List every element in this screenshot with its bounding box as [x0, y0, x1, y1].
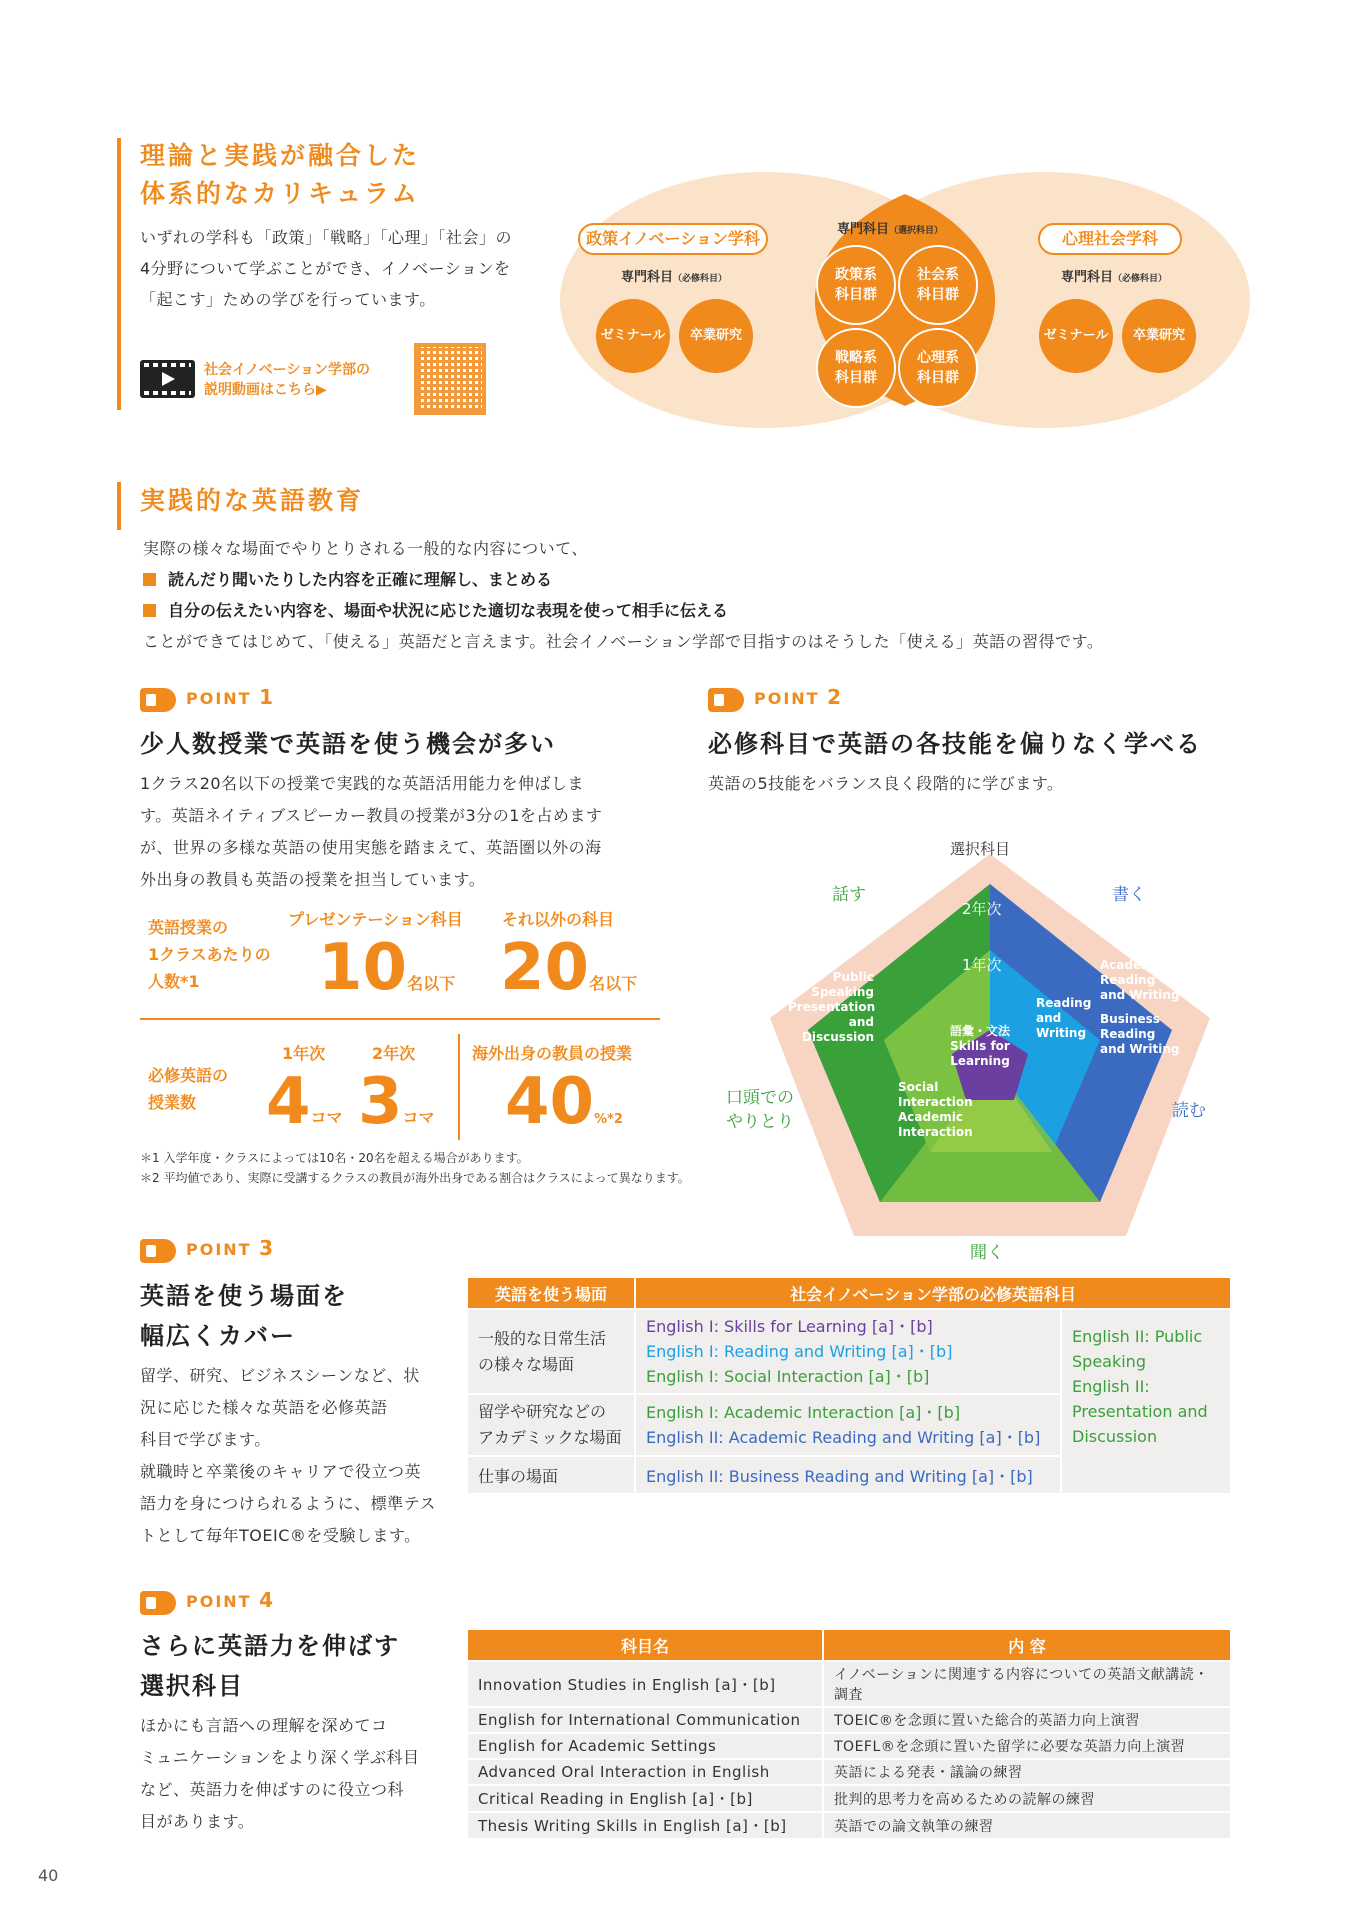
course-cell — [1062, 1310, 1230, 1493]
label-line: Discussion — [801, 1030, 874, 1044]
pent-listen-label: 聞く — [970, 1243, 1004, 1263]
year2-label: 2年次 — [372, 1044, 416, 1063]
big-number: 3 — [358, 1065, 403, 1139]
year1-stat — [266, 1065, 343, 1139]
body-line: 1クラス20名以下の授業で実践的な英語活用能力を伸ばしま — [140, 774, 585, 793]
course-desc-cell: 英語での論文執筆の練習 — [824, 1813, 1230, 1838]
course-name: English II: Business Reading and Writing [a]・[b] — [646, 1466, 1033, 1486]
section-bar — [117, 138, 121, 410]
label-line: 語彙・文法 — [949, 1024, 1010, 1038]
course-name-cell: Thesis Writing Skills in English [a]・[b] — [468, 1813, 822, 1838]
big-number: 40 — [505, 1065, 595, 1139]
point-word: POINT — [754, 689, 820, 708]
point2-label — [708, 685, 843, 712]
social-circle: 社会系 科目群 — [898, 245, 978, 325]
label-line: Reading — [1100, 973, 1156, 987]
body-line: す。英語ネイティブスピーカー教員の授業が3分の1を占めます — [140, 806, 603, 825]
body-line: 「起こす」ための学びを行っています。 — [140, 290, 436, 309]
bullet-square — [143, 573, 156, 586]
body-line: 況に応じた様々な英語を必修英語 — [140, 1398, 388, 1417]
required-title-sub: （必修科目） — [673, 274, 728, 284]
course-name-cell: English for International Communication — [468, 1708, 822, 1732]
label-line: 口頭での — [726, 1088, 794, 1108]
point4-label — [140, 1588, 275, 1615]
body-line: 外出身の教員も英語の授業を担当しています。 — [140, 870, 486, 889]
label-line: and — [1036, 1011, 1062, 1025]
video-icon[interactable] — [140, 360, 195, 398]
footnote: ＊2 平均値であり、実際に受講するクラスの教員が海外出身である割合はクラスによって異なります。 — [140, 1171, 690, 1185]
label-line: Skills for — [950, 1039, 1010, 1053]
label-line: and Writing — [1100, 1042, 1180, 1056]
course-name-cell: Critical Reading in English [a]・[b] — [468, 1786, 822, 1811]
right-thesis-circle: 卒業研究 — [1122, 299, 1196, 373]
pointing-hand-icon — [140, 1591, 176, 1615]
unit: 名以下 — [589, 974, 638, 993]
page-number: 40 — [38, 1866, 59, 1885]
required-count-label — [148, 1062, 228, 1116]
bullet-square — [143, 604, 156, 617]
point-number: 2 — [827, 685, 844, 709]
cell-line: 仕事の場面 — [478, 1466, 559, 1486]
table-row — [468, 1310, 1230, 1393]
pent-read-label: 読む — [1172, 1101, 1206, 1121]
label-line: and — [848, 1015, 874, 1029]
title-line: 理論と実践が融合した — [140, 141, 421, 170]
label-line: Academic — [898, 1110, 963, 1124]
body-line: ミュニケーションをより深く学ぶ科目 — [140, 1748, 420, 1767]
center-title — [820, 218, 960, 237]
cell-line: アカデミックな場面 — [478, 1428, 622, 1447]
label-line: Speaking — [811, 985, 874, 999]
cell-line: 一般的な日常生活 — [478, 1328, 607, 1348]
footnotes — [140, 1148, 690, 1188]
label-line: 人数*1 — [148, 972, 200, 991]
bullet-text: 自分の伝えたい内容を、場面や状況に応じた適切な表現を使って相手に伝える — [168, 601, 729, 620]
course-name-cell: Advanced Oral Interaction in English — [468, 1760, 822, 1784]
point4-title — [140, 1626, 400, 1706]
pointing-hand-icon — [140, 1239, 176, 1263]
required-title-text: 専門科目 — [620, 270, 673, 285]
elective-courses-table — [466, 1628, 1232, 1840]
unit: %*2 — [594, 1112, 623, 1127]
label-line: 必修英語の — [148, 1066, 229, 1085]
section1-body — [140, 222, 520, 315]
course-line: Discussion — [1072, 1427, 1158, 1446]
big-number: 20 — [500, 931, 590, 1005]
course-desc-cell: 英語による発表・議論の練習 — [824, 1760, 1230, 1784]
table-row — [468, 1813, 1230, 1838]
course-line: Presentation and — [1072, 1402, 1208, 1421]
scene-cell — [468, 1310, 634, 1393]
table-row — [468, 1708, 1230, 1732]
point-word: POINT — [186, 1240, 252, 1259]
pent-public-label — [788, 970, 874, 1045]
big-number: 4 — [266, 1065, 311, 1139]
table-header: 社会イノベーション学部の必修英語科目 — [636, 1278, 1230, 1308]
course-name: English I: Skills for Learning [a]・[b] — [646, 1317, 933, 1336]
course-cell — [636, 1457, 1060, 1493]
pres-label: プレゼンテーション科目 — [288, 910, 463, 929]
course-desc-cell: TOEFL®を念頭に置いた留学に必要な英語力向上演習 — [824, 1734, 1230, 1758]
course-name-cell: English for Academic Settings — [468, 1734, 822, 1758]
label-line: Reading — [1100, 1027, 1156, 1041]
pent-top-label: 選択科目 — [950, 840, 1011, 858]
body-line: ほかにも言語への理解を深めてコ — [140, 1716, 388, 1735]
pent-y2-label: 2年次 — [962, 900, 1002, 918]
title-line: さらに英語力を伸ばす — [140, 1632, 400, 1660]
left-dept-label: 政策イノベーション学科 — [578, 223, 768, 255]
pointing-hand-icon — [140, 688, 176, 712]
body-line: 語力を身につけられるように、標準テス — [140, 1494, 437, 1513]
other-stat — [500, 931, 638, 1005]
pent-social-label — [898, 1080, 973, 1140]
pent-business-label — [1100, 1012, 1179, 1057]
pent-y1-label: 1年次 — [962, 956, 1002, 974]
table-row — [468, 1662, 1230, 1706]
pent-write-label: 書く — [1112, 885, 1146, 905]
section2-title: 実践的な英語教育 — [140, 486, 365, 515]
label-line: 1クラスあたりの — [148, 945, 271, 964]
label-line: 授業数 — [148, 1093, 197, 1112]
left-required-title — [604, 266, 744, 285]
course-cell — [636, 1395, 1060, 1455]
table-header: 科目名 — [468, 1630, 822, 1660]
course-line: English II: Public — [1072, 1327, 1203, 1346]
table-row — [468, 1734, 1230, 1758]
title-line: 体系的なカリキュラム — [140, 179, 420, 208]
point2-body: 英語の5技能をバランス良く段階的に学びます。 — [708, 774, 1064, 793]
point-word: POINT — [186, 1592, 252, 1611]
body-line: 4分野について学ぶことができ、イノベーションを — [140, 259, 511, 278]
bullet-item — [143, 595, 728, 626]
bullet-item — [143, 564, 552, 595]
right-seminar-circle: ゼミナール — [1039, 299, 1113, 373]
pent-center-label — [948, 1024, 1012, 1069]
section1-title — [140, 137, 420, 213]
course-name: English I: Academic Interaction [a]・[b] — [646, 1403, 961, 1422]
table-header: 内 容 — [824, 1630, 1230, 1660]
pent-reading-label — [1036, 996, 1091, 1041]
qr-code[interactable] — [414, 343, 486, 415]
label-line: Social — [898, 1080, 939, 1094]
label-line: Learning — [950, 1054, 1010, 1068]
course-name: English I: Social Interaction [a]・[b] — [646, 1367, 930, 1386]
pent-academic-label — [1100, 958, 1179, 1003]
year1-label: 1年次 — [282, 1044, 326, 1063]
cell-line: 留学や研究などの — [478, 1402, 607, 1421]
section2-intro: 実際の様々な場面でやりとりされる一般的な内容について、 — [143, 539, 588, 558]
point3-label — [140, 1236, 275, 1263]
label-line: Presentation — [788, 1000, 876, 1014]
body-line: いずれの学科も「政策」「戦略」「心理」「社会」の — [140, 228, 513, 247]
point2-title: 必修科目で英語の各技能を偏りなく学べる — [708, 730, 1202, 758]
body-line: 科目で学びます。 — [140, 1430, 271, 1449]
label-line: 英語授業の — [148, 918, 229, 937]
section-bar — [117, 482, 121, 530]
label-line: Writing — [1036, 1026, 1087, 1040]
course-desc-cell: 批判的思考力を高めるための読解の練習 — [824, 1786, 1230, 1811]
course-name: English II: Academic Reading and Writing [a]・[b] — [646, 1428, 1041, 1447]
table-header: 英語を使う場面 — [468, 1278, 634, 1308]
label-line: and Writing — [1100, 988, 1180, 1002]
label-line: Reading — [1036, 996, 1092, 1010]
title-line: 選択科目 — [140, 1672, 244, 1700]
year2-stat — [358, 1065, 435, 1139]
label-line: Interaction — [898, 1125, 973, 1139]
divider — [140, 1018, 660, 1020]
course-desc-cell: TOEIC®を念頭に置いた総合的英語力向上演習 — [824, 1708, 1230, 1732]
point3-title — [140, 1276, 348, 1356]
label-line: やりとり — [726, 1112, 794, 1132]
video-link-line: 社会イノベーション学部の — [204, 362, 371, 378]
point1-body — [140, 768, 670, 896]
pent-speak-label: 話す — [832, 885, 866, 905]
foreign-stat — [505, 1065, 623, 1139]
title-line: 幅広くカバー — [140, 1322, 296, 1350]
required-title-sub: （必修科目） — [1113, 274, 1168, 284]
strategy-circle: 戦略系 科目群 — [816, 328, 896, 408]
big-number: 10 — [318, 931, 408, 1005]
policy-circle: 政策系 科目群 — [816, 245, 896, 325]
body-line: など、英語力を伸ばすのに役立つ科 — [140, 1780, 405, 1799]
body-line: 目があります。 — [140, 1812, 255, 1831]
point-number: 1 — [259, 685, 276, 709]
point-number: 3 — [259, 1236, 276, 1260]
footnote: ＊1 入学年度・クラスによっては10名・20名を超える場合があります。 — [140, 1151, 529, 1165]
body-line: 留学、研究、ビジネスシーンなど、状 — [140, 1366, 420, 1385]
course-line: English II: — [1072, 1377, 1150, 1396]
pointing-hand-icon — [708, 688, 744, 712]
class-size-label — [148, 914, 271, 995]
point1-label — [140, 685, 275, 712]
divider — [458, 1034, 460, 1140]
required-title-text: 専門科目 — [1060, 270, 1113, 285]
course-line: Speaking — [1072, 1352, 1146, 1371]
table-row — [468, 1786, 1230, 1811]
unit: コマ — [310, 1108, 343, 1127]
label-line: Public — [832, 970, 874, 984]
foreign-label: 海外出身の教員の授業 — [472, 1044, 633, 1063]
body-line: トとして毎年TOEIC®を受験します。 — [140, 1526, 421, 1545]
right-dept-label: 心理社会学科 — [1038, 223, 1182, 255]
label-line: Business — [1100, 1012, 1160, 1026]
left-seminar-circle: ゼミナール — [596, 299, 670, 373]
required-courses-table — [466, 1276, 1232, 1495]
cell-line: の様々な場面 — [478, 1354, 575, 1374]
center-title-text: 専門科目 — [836, 222, 889, 237]
scene-cell — [468, 1457, 634, 1493]
bullet-text: 読んだり聞いたりした内容を正確に理解し、まとめる — [168, 570, 553, 589]
section2-outro: ことができてはじめて、「使える」英語だと言えます。社会イノベーション学部で目指すのはそうした「使える」英語の習得です。 — [143, 632, 1104, 651]
video-link-line: 説明動画はこちら▶ — [204, 382, 327, 398]
scene-cell — [468, 1395, 634, 1455]
point4-body — [140, 1710, 440, 1838]
unit: コマ — [402, 1108, 435, 1127]
course-name-cell: Innovation Studies in English [a]・[b] — [468, 1662, 822, 1706]
body-line: 就職時と卒業後のキャリアで役立つ英 — [140, 1462, 421, 1481]
course-name: English I: Reading and Writing [a]・[b] — [646, 1342, 953, 1361]
unit: 名以下 — [407, 974, 456, 993]
other-label: それ以外の科目 — [502, 910, 615, 929]
center-title-sub: （選択科目） — [889, 226, 944, 236]
label-line: Interaction — [898, 1095, 973, 1109]
video-link[interactable] — [204, 360, 370, 400]
point-word: POINT — [186, 689, 252, 708]
right-required-title — [1044, 266, 1184, 285]
course-desc-cell: イノベーションに関連する内容についての英語文献講読・調査 — [824, 1662, 1230, 1706]
psychology-circle: 心理系 科目群 — [898, 328, 978, 408]
left-thesis-circle: 卒業研究 — [679, 299, 753, 373]
point3-body — [140, 1360, 440, 1552]
course-cell — [636, 1310, 1060, 1393]
table-row — [468, 1760, 1230, 1784]
pent-oral-label — [726, 1086, 794, 1134]
pres-stat — [318, 931, 456, 1005]
point-number: 4 — [259, 1588, 276, 1612]
title-line: 英語を使う場面を — [140, 1282, 348, 1310]
body-line: が、世界の多様な英語の使用実態を踏まえて、英語圏以外の海 — [140, 838, 602, 857]
label-line: Academic — [1100, 958, 1165, 972]
point1-title: 少人数授業で英語を使う機会が多い — [140, 730, 556, 758]
